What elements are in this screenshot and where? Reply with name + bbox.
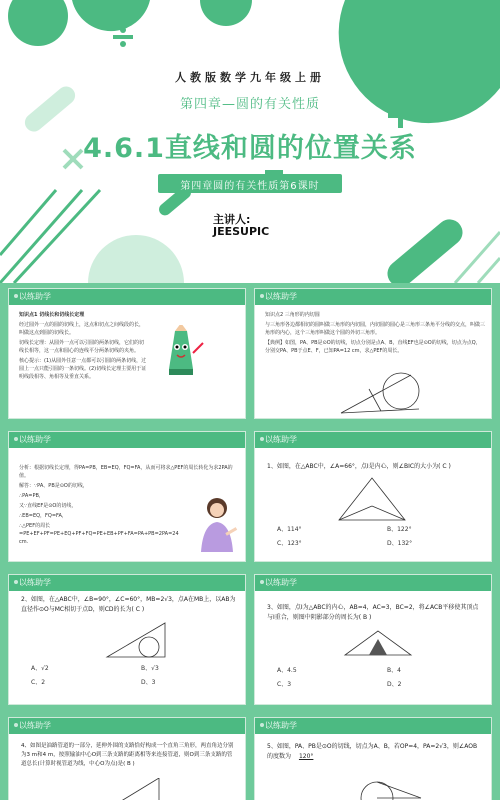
teacher-illustration: [195, 494, 239, 552]
answer-options: [277, 665, 477, 695]
slide-body: [265, 311, 485, 357]
deco-circle-left: [8, 0, 68, 46]
slide-header: [9, 432, 246, 448]
slide-line: 与三角形各边都相切的圆叫做三角形的内切圆，内切圆的圆心是三角形三条角平分线的交点，叫做三角形的内心，这个三角形叫做这个圆的外切三角形。: [265, 322, 486, 336]
slide-header-text: 以练助学: [19, 578, 51, 587]
deco-arc-top-left: [72, 0, 150, 31]
slide-line: 又∵直线EF是⊙O的切线，: [19, 503, 77, 509]
option-d[interactable]: D、132°: [387, 540, 413, 547]
tangent-circle-figure: [339, 367, 429, 417]
slide-line: ∴EB=EQ，FQ=FA，: [19, 513, 67, 519]
slide-line: 知识点1 切线长和切线长定理: [19, 312, 85, 318]
slide-line: 切线长定理：从圆外一点可以引圆的两条切线，它们的切线长相等，这一点和圆心的连线平分两条切线的夹角。: [19, 340, 145, 354]
pipe-triangle-figure: [109, 778, 169, 800]
question-answer: 120°: [298, 753, 314, 760]
question-text: [267, 742, 483, 762]
question-text: 1、如图，在△ABC中，∠A=66°，点I是内心，则∠BIC的大小为( C ): [267, 463, 451, 470]
deco-bar-d: [382, 214, 468, 283]
slide-header-text: 以练助学: [265, 435, 297, 444]
question-text: 2、如图，在△ABC中，∠B=90°，∠C=60°，MB=2√3，点A在MB上，以AB为直径作⊙O与MC相切于点D，则CD的长为( C ): [21, 596, 236, 613]
cover-slide: [0, 0, 500, 283]
slide-line: 核心提示：(1)从圆外任意一点都可以引圆的两条切线，过圆上一点只能引圆的一条切线。(2)切线长定理主要用于证明线段相等、角相等及垂直关系。: [19, 358, 147, 380]
slide-line: 知识点2 三角形的内切圆: [265, 312, 320, 318]
slide-thumbnail-3[interactable]: [8, 431, 246, 562]
slide-line: 分析：根据切线长定理，得PA=PB，EB=EQ，FQ=FA，从而可将求△PEF的周长转化为求2PA的值。: [19, 465, 233, 479]
slide-header-text: 以练助学: [19, 721, 51, 730]
slide-thumbnail-4[interactable]: [254, 431, 492, 562]
option-b[interactable]: B、122°: [387, 526, 412, 533]
option-d[interactable]: D、3: [141, 679, 156, 686]
slide-thumbnail-2[interactable]: [254, 288, 492, 419]
presenter-name: JEESUPIC: [213, 225, 270, 238]
option-c[interactable]: C、2: [31, 679, 46, 686]
slide-thumbnail-8[interactable]: [254, 717, 492, 800]
slide-header-text: 以练助学: [19, 435, 51, 444]
cover-title: 4.6.1直线和圆的位置关系: [83, 133, 417, 164]
cover-subject: 人教版数学九年级上册: [175, 71, 325, 84]
triangle-incenter-figure: [337, 476, 407, 522]
slide-header: [9, 289, 246, 305]
deco-lines-bottom-right: [455, 232, 500, 283]
slide-thumbnail-5[interactable]: [8, 574, 246, 705]
right-triangle-circle-figure: [105, 621, 175, 661]
presenter-label: 主讲人:: [213, 213, 251, 226]
cover-band: [158, 174, 342, 193]
option-b[interactable]: B、√3: [141, 665, 159, 672]
option-a[interactable]: A、4.5: [277, 667, 297, 674]
slide-header: [255, 432, 492, 448]
answer-options: [277, 524, 477, 554]
slide-header: [9, 575, 246, 591]
deco-lines-bottom-left: [0, 190, 100, 283]
slide-line: ∴PA=PB，: [19, 493, 44, 499]
option-a[interactable]: A、√2: [31, 665, 49, 672]
slide-thumbnail-7[interactable]: [8, 717, 246, 800]
slide-line: 解答：∵PA、PB是⊙O的切线，: [19, 483, 88, 489]
slide-header: [255, 289, 492, 305]
answer-options: [31, 663, 231, 693]
slide-line: 【典例】如图，PA、PB是⊙O的切线，切点分别是点A、B，直线EF也是⊙O的切线，切点为点Q，分别交PA、PB于点E、F，已知PA=12 cm，求△PEF的周长。: [265, 340, 481, 354]
slide-header-text: 以练助学: [19, 292, 51, 301]
cover-chapter: 第四章—圆的有关性质: [179, 97, 320, 112]
cover-band-text: 第四章圆的有关性质第6课时: [180, 181, 320, 192]
deco-arc-top-mid: [200, 0, 252, 26]
slide-line: 经过圆外一点的圆的切线上，这点和切点之间线段的长，叫做这点到圆的切线长。: [19, 322, 145, 336]
slide-header-text: 以练助学: [265, 292, 297, 301]
slide-line: ∴△PEF的周长=PE+EF+PF=PE+EQ+PF+FQ=PE+EB+PF+FA=PA+PB=2PA=24 cm.: [19, 523, 179, 545]
question-text-main: 5、如图，PA、PB是⊙O的切线，切点为A、B，若OP=4，PA=2√3，则∠AOB的度数为: [267, 743, 478, 760]
option-a[interactable]: A、114°: [277, 526, 302, 533]
slide-header: [255, 575, 492, 591]
option-c[interactable]: C、3: [277, 681, 292, 688]
slide-thumbnail-1[interactable]: [8, 288, 246, 419]
slide-header-text: 以练助学: [265, 721, 297, 730]
question-text: 3、如图，点I为△ABC的内心，AB=4，AC=3，BC=2，将∠ACB平移使其顶点与I重合，则图中阴影部分的周长为( B ): [267, 604, 479, 621]
slide-body: [19, 311, 147, 383]
slide-header: [255, 718, 492, 734]
slide-header: [9, 718, 246, 734]
pencil-mascot-icon: [157, 325, 205, 381]
option-d[interactable]: D、2: [387, 681, 402, 688]
deco-semicircle-bottom: [88, 235, 184, 283]
tangent-circle-figure-2: [355, 776, 425, 800]
slide-header-text: 以练助学: [265, 578, 297, 587]
shaded-triangle-figure: [343, 629, 413, 659]
question-text: 4、如图是油路管道的一部分，延伸外围的支路恰好构成一个直角三角形，两直角边分别为3 m和4 m，按照输油中心O到三条支路的距离相等来连接管道，则O到三条支路的管道总长(计算时视管道为线，中心O为点)是( B ): [21, 743, 234, 767]
option-c[interactable]: C、123°: [277, 540, 302, 547]
option-b[interactable]: B、4: [387, 667, 401, 674]
slide-thumbnail-6[interactable]: [254, 574, 492, 705]
